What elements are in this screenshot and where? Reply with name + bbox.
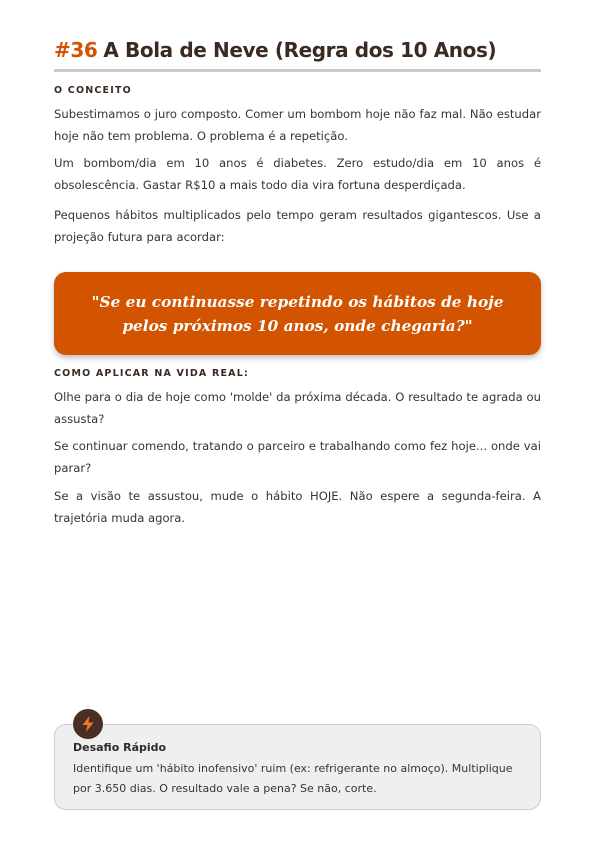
concept-paragraph-3: Pequenos hábitos multiplicados pelo tempo geram resultados gigantescos. Use a projeção futura para acordar: xyxy=(54,208,541,244)
title-divider xyxy=(54,69,541,72)
chapter-title: A Bola de Neve (Regra dos 10 Anos) xyxy=(103,38,497,62)
quote-callout xyxy=(54,272,541,355)
concept-heading: O CONCEITO xyxy=(54,85,132,96)
challenge-title: Desafio Rápido xyxy=(73,741,167,754)
apply-paragraph-3: Se a visão te assustou, mude o hábito HOJE. Não espere a segunda-feira. A trajetória muda agora. xyxy=(54,489,541,525)
concept-paragraph-1: Subestimamos o juro composto. Comer um bombom hoje não faz mal. Não estudar hoje não tem problema. O problema é a repetição. xyxy=(54,107,541,143)
apply-heading: COMO APLICAR NA VIDA REAL: xyxy=(54,368,249,379)
page-title xyxy=(54,38,541,62)
concept-paragraph-2: Um bombom/dia em 10 anos é diabetes. Zero estudo/dia em 10 anos é obsolescência. Gastar R$10 a mais todo dia vira fortuna desperdiçada. xyxy=(54,156,541,192)
challenge-text: Identifique um 'hábito inofensivo' ruim (ex: refrigerante no almoço). Multiplique por 3.650 dias. O resultado vale a pena? Se não, corte. xyxy=(73,762,513,795)
challenge-box xyxy=(54,724,541,810)
chapter-number: #36 xyxy=(54,38,98,62)
apply-paragraph-1: Olhe para o dia de hoje como 'molde' da próxima década. O resultado te agrada ou assusta? xyxy=(54,390,541,426)
lightning-bolt-icon xyxy=(73,709,103,739)
quote-text: "Se eu continuasse repetindo os hábitos de hoje pelos próximos 10 anos, onde chegaria?" xyxy=(91,292,504,335)
apply-paragraph-2: Se continuar comendo, tratando o parceiro e trabalhando como fez hoje... onde vai parar? xyxy=(54,439,541,475)
